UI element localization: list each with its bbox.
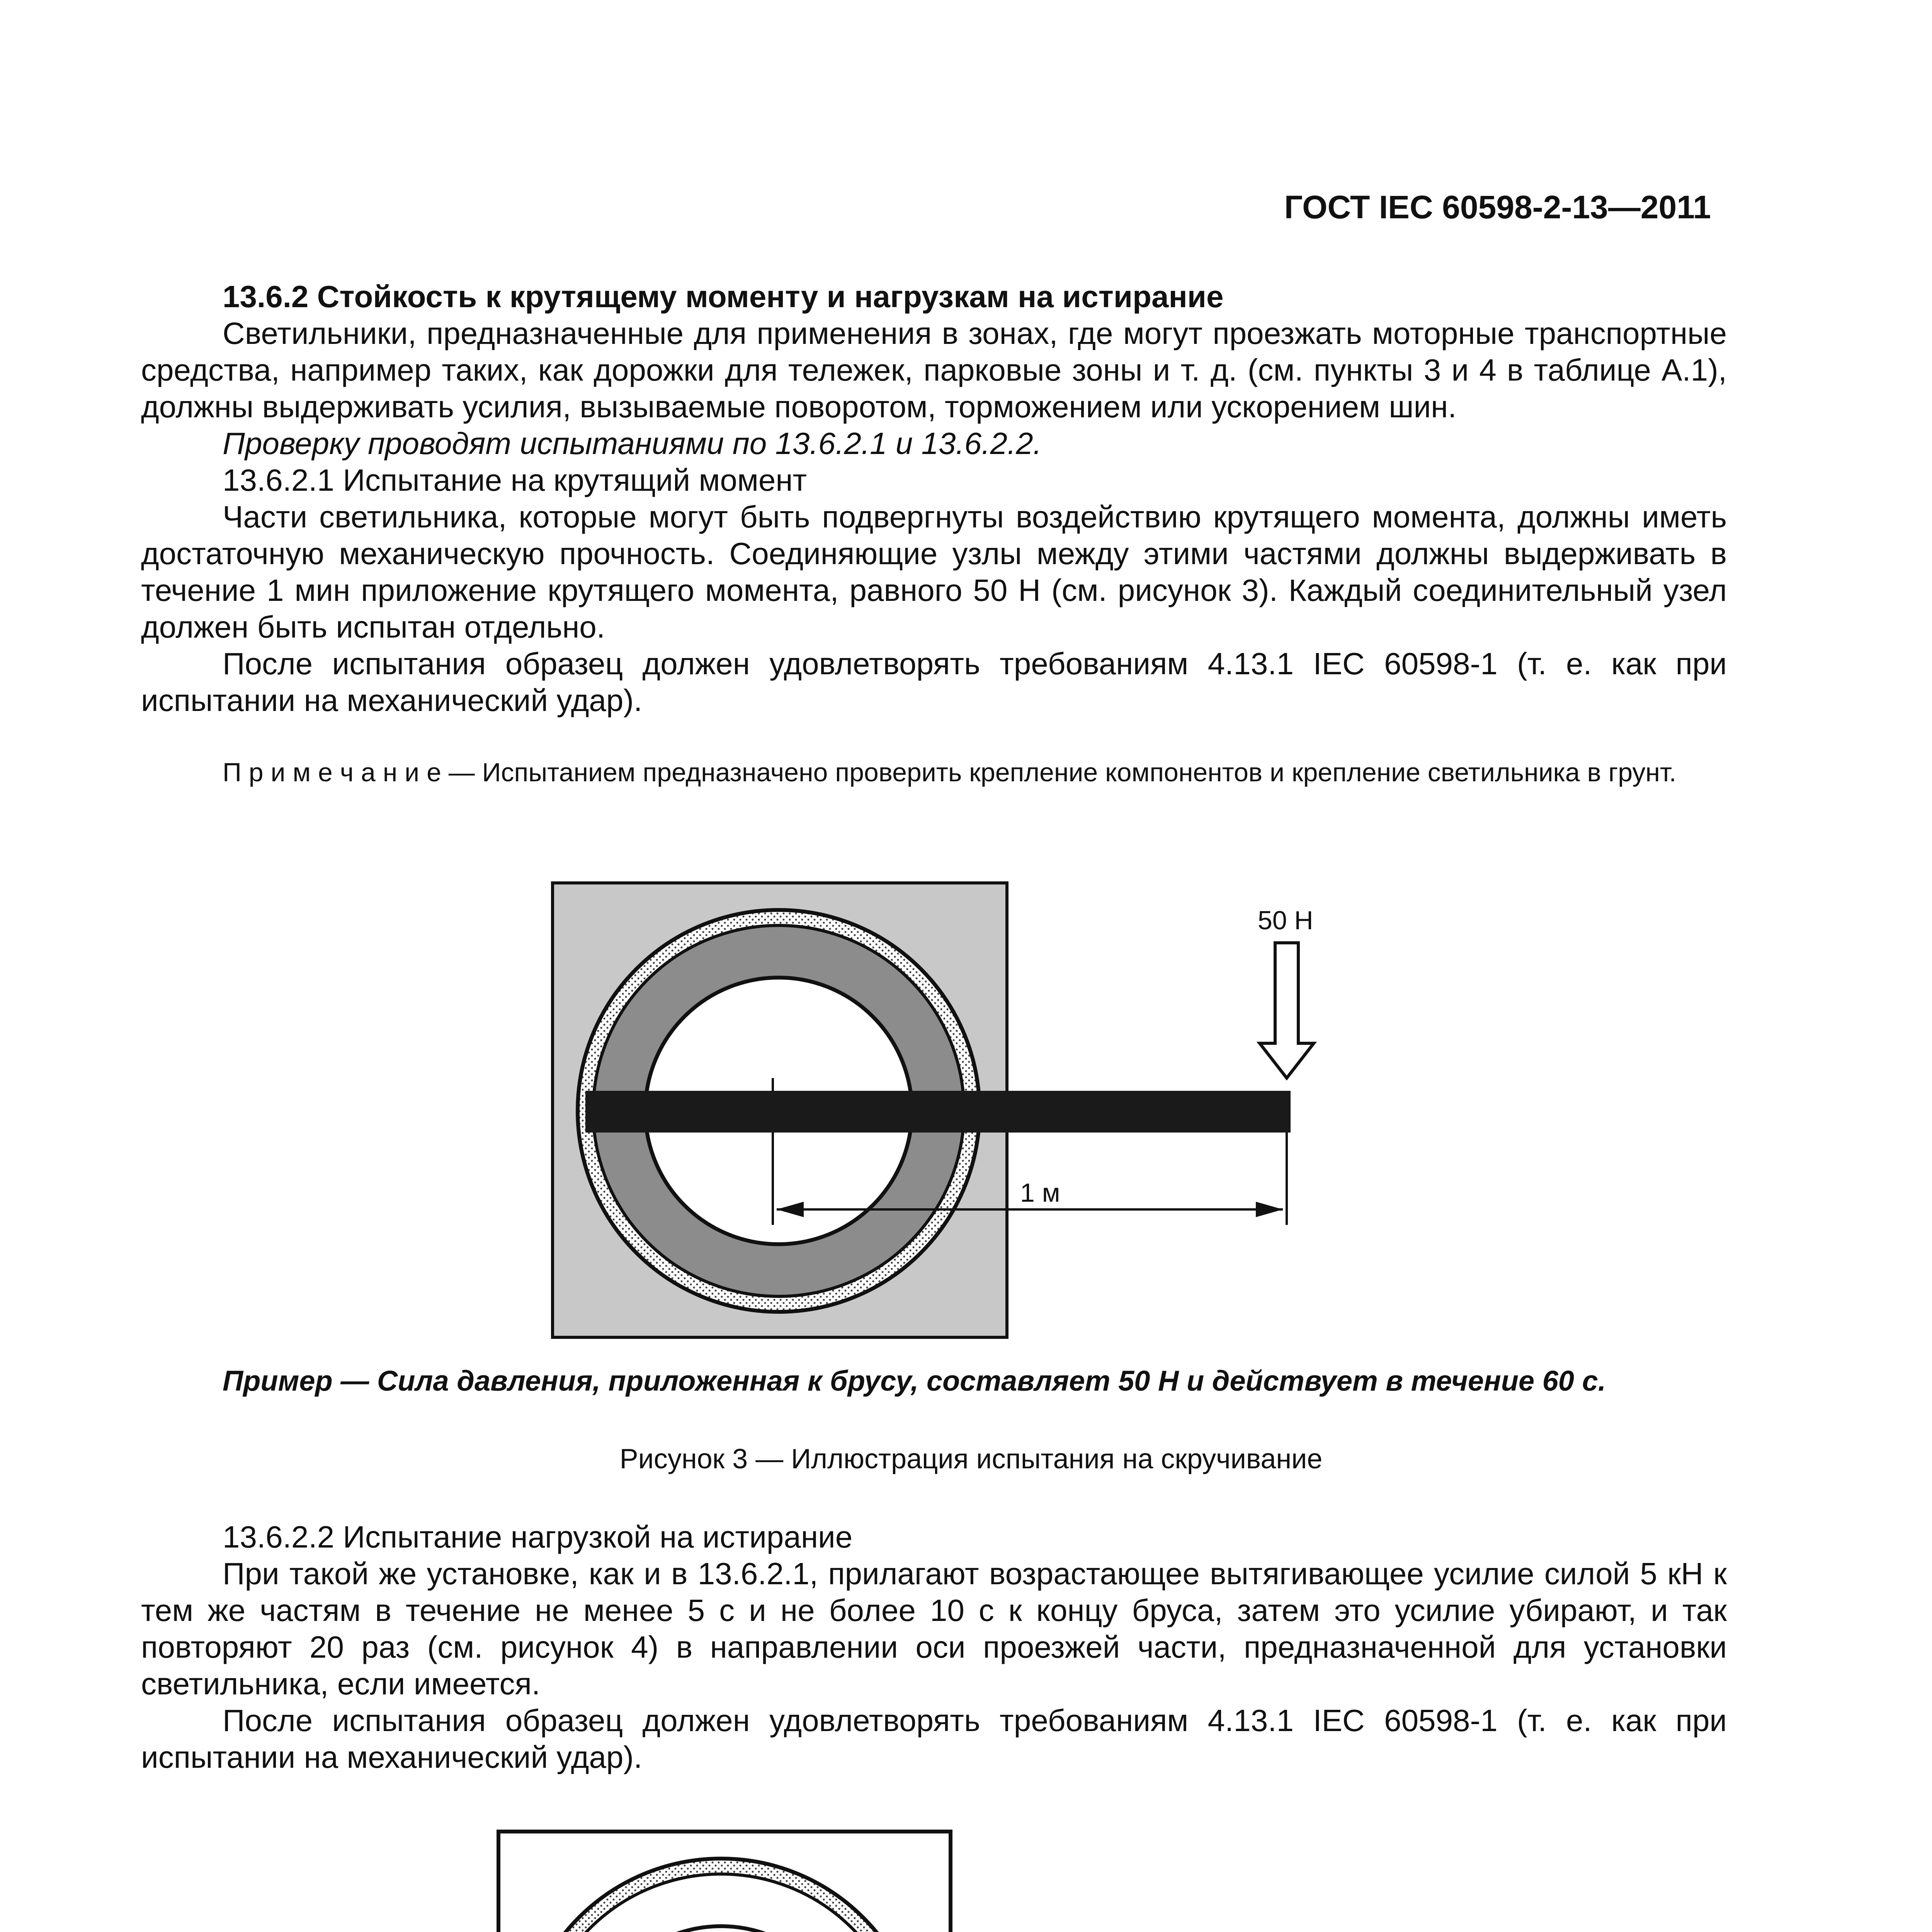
section-heading: 13.6.2 Стойкость к крутящему моменту и нагрузкам на истирание: [223, 279, 1224, 314]
fig3-length-label: 1 м: [1020, 1178, 1060, 1208]
paragraph: Части светильника, которые могут быть подвергнуты воздействию крутящего момента, должны иметь достаточную механическую прочность. Соединяющие узлы между этими частями должны выдерживать в течение 1 мин приложение крутящего момента, равного 50 Н (см. рисунок 3). Каждый соединительный узел должен быть испытан отдельно.: [141, 500, 1727, 644]
paragraph: Светильники, предназначенные для применения в зонах, где могут проезжать моторные транспортные средства, например таких, как дорожки для тележек, парковые зоны и т. д. (см. пункты 3 и 4 в таблице А.1), должны выдерживать усилия, вызываемые поворотом, торможением или ускорением шин.: [141, 316, 1727, 424]
fig3-force-label: 50 Н: [1258, 906, 1313, 935]
figure-3-caption: Рисунок 3 — Иллюстрация испытания на скручивание: [619, 1444, 1323, 1475]
paragraph: После испытания образец должен удовлетворять требованиям 4.13.1 IEC 60598-1 (т. е. как при испытании на механический удар).: [141, 1703, 1727, 1774]
paragraph: При такой же установке, как и в 13.6.2.1, прилагают возрастающее вытягивающее усилие силой 5 кН к тем же частям в течение не менее 5 с и не более 10 с к концу бруса, затем это усилие убирают, и так повторяют 20 раз (см. рисунок 4) в направлении оси проезжей части, предназначенной для установки светильника, если имеется.: [141, 1556, 1727, 1701]
paragraph: После испытания образец должен удовлетворять требованиям 4.13.1 IEC 60598-1 (т. е. как при испытании на механический удар).: [141, 646, 1727, 718]
document-header: ГОСТ IEC 60598-2-13—2011: [1284, 189, 1711, 225]
note-text: П р и м е ч а н и е — Испытанием предназначено проверить крепление компонентов и крепление светильника в грунт.: [223, 758, 1677, 787]
subsection-heading: 13.6.2.1 Испытание на крутящий момент: [223, 463, 807, 497]
figure-3-example: Пример — Сила давления, приложенная к брусу, составляет 50 Н и действует в течение 60 с.: [223, 1365, 1606, 1397]
paragraph-italic: Проверку проводят испытаниями по 13.6.2.1 и 13.6.2.2.: [223, 426, 1042, 461]
subsection-heading: 13.6.2.2 Испытание нагрузкой на истирание: [223, 1520, 853, 1554]
